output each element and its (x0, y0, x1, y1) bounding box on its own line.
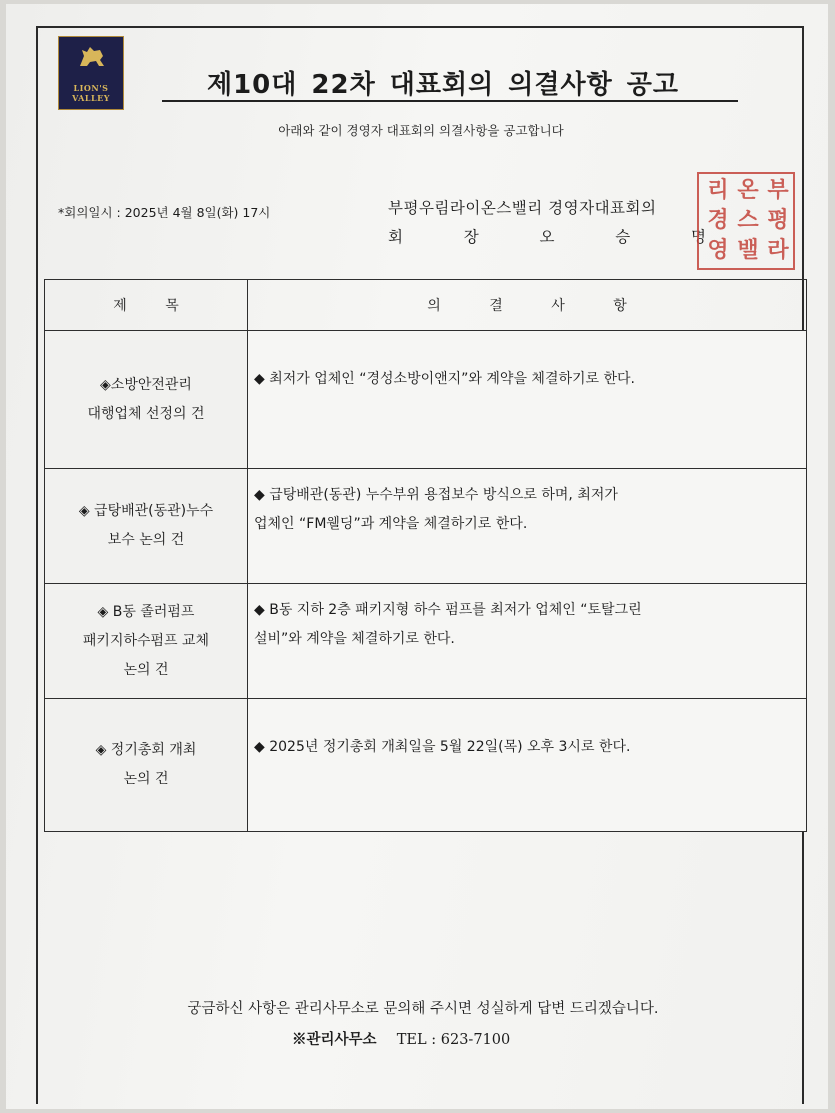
logo-text: LION'S VALLEY (72, 83, 110, 103)
decision-cell: ◆ B동 지하 2층 패키지형 하수 펌프를 최저가 업체인 “토탈그린 설비”와 계약을 체결하기로 한다. (248, 584, 807, 699)
subject-cell: ◈소방안전관리 대행업체 선정의 건 (45, 331, 248, 469)
seal-char: 라 (767, 238, 789, 263)
meeting-date: *회의일시 : 2025년 4월 8일(화) 17시 (58, 205, 271, 220)
subject-cell: ◈ B동 졸러펌프 패키지하수펌프 교체 논의 건 (45, 584, 248, 699)
decision-cell: ◆ 급탕배관(동관) 누수부위 용접보수 방식으로 하며, 최저가 업체인 “FM웰딩”과 계약을 체결하기로 한다. (248, 469, 807, 584)
seal-char: 영 (707, 238, 729, 263)
office-tel: TEL : 623-7100 (396, 1032, 511, 1048)
chair-role-1: 회 (388, 228, 403, 246)
subject-cell: ◈ 정기총회 개최 논의 건 (45, 699, 248, 832)
seal-char: 스 (737, 208, 759, 233)
seal-char: 밸 (737, 238, 759, 263)
chair-name-2: 승 (615, 228, 631, 246)
office-contact (292, 1028, 510, 1049)
seal-char: 부 (767, 178, 789, 203)
seal-char: 평 (767, 208, 789, 233)
seal-char: 경 (707, 208, 729, 233)
subject-cell: ◈ 급탕배관(동관)누수 보수 논의 건 (45, 469, 248, 584)
organization-name: 부평우림라이온스밸리 경영자대표회의 (388, 199, 657, 217)
lions-valley-logo (58, 36, 124, 110)
title-underline (162, 100, 738, 102)
table-row (45, 331, 807, 469)
seal-char: 온 (737, 178, 759, 203)
lion-icon (76, 42, 108, 72)
decision-cell: ◆ 2025년 정기총회 개최일을 5월 22일(목) 오후 3시로 한다. (248, 699, 807, 832)
decision-table (44, 279, 807, 832)
inquiry-notice: 궁금하신 사항은 관리사무소로 문의해 주시면 성실하게 답변 드리겠습니다. (187, 1001, 659, 1017)
header-subject: 제 목 (45, 280, 248, 331)
notice-title: 제10대 22차 대표회의 의결사항 공고 (206, 70, 680, 100)
header-decision: 의 결 사 항 (248, 280, 807, 331)
table-row (45, 469, 807, 584)
official-seal (697, 172, 795, 270)
seal-char: 리 (707, 178, 729, 203)
notice-subtitle: 아래와 같이 경영자 대표회의 의결사항을 공고합니다 (278, 123, 564, 138)
table-row (45, 699, 807, 832)
chair-name-1: 오 (539, 228, 555, 246)
office-label: ※관리사무소 (292, 1031, 377, 1048)
table-row (45, 584, 807, 699)
chairperson (388, 225, 706, 247)
chair-role-2: 장 (463, 228, 479, 246)
chair-name-3: 명 (691, 228, 706, 246)
decision-cell: ◆ 최저가 업체인 “경성소방이앤지”와 계약을 체결하기로 한다. (248, 331, 807, 469)
